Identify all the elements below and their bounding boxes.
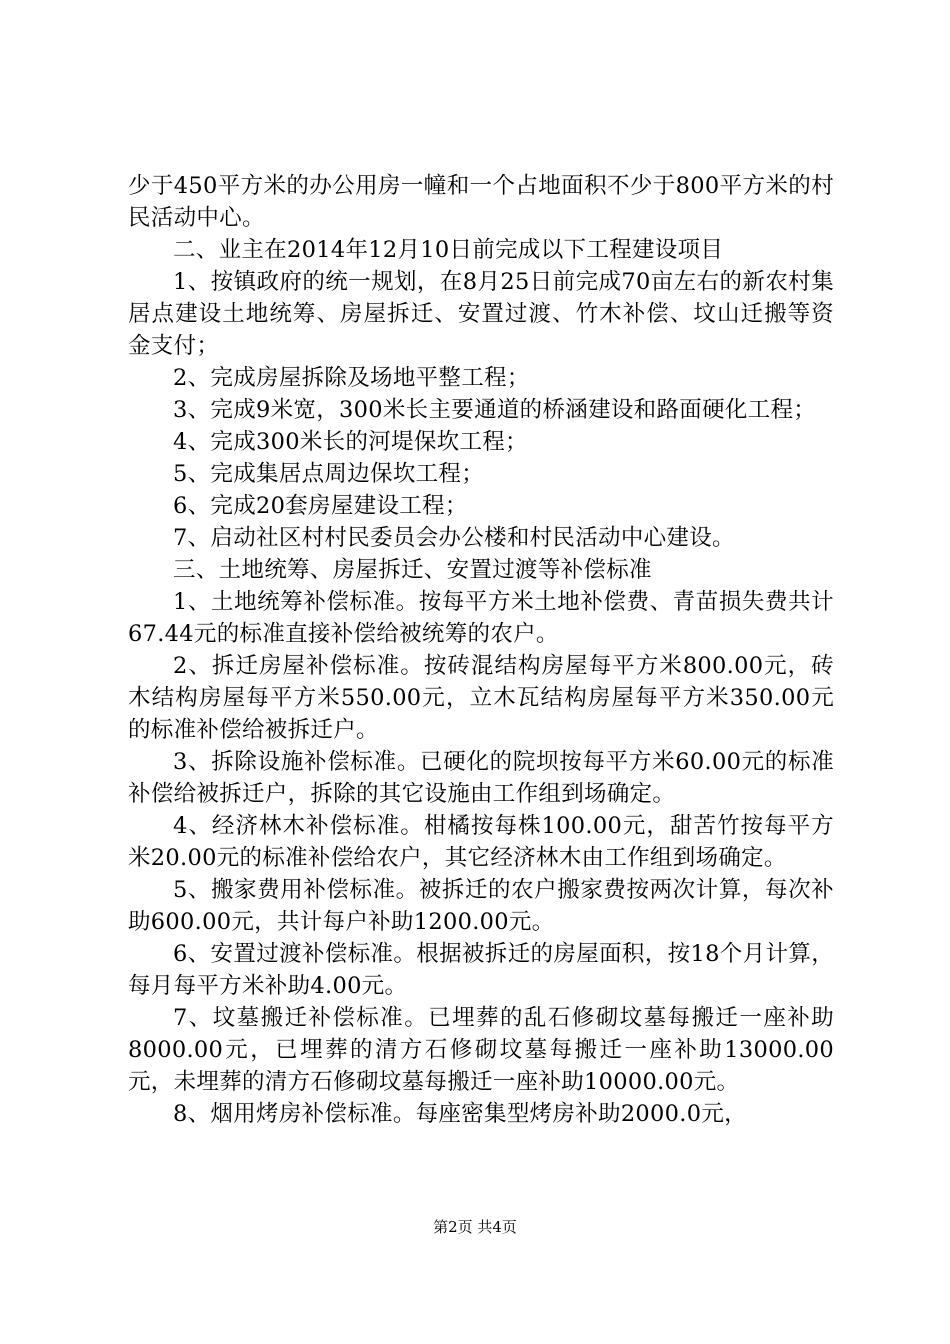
paragraph: 6、安置过渡补偿标准。根据被拆迁的房屋面积，按18个月计算，每月每平方米补助4.00元。 xyxy=(128,941,834,999)
document-body xyxy=(128,170,834,1130)
paragraph: 少于450平方米的办公用房一幢和一个占地面积不少于800平方米的村民活动中心。 xyxy=(128,173,834,231)
paragraph: 4、完成300米长的河堤保坎工程； xyxy=(173,429,528,455)
paragraph: 2、完成房屋拆除及场地平整工程； xyxy=(173,365,530,391)
paragraph: 3、拆除设施补偿标准。已硬化的院坝按每平方米60.00元的标准补偿给被拆迁户，拆除的其它设施由工作组到场确定。 xyxy=(128,749,834,807)
paragraph: 1、土地统筹补偿标准。按每平方米土地补偿费、青苗损失费共计67.44元的标准直接补偿给被统筹的农户。 xyxy=(128,589,834,647)
paragraph: 2、拆迁房屋补偿标准。按砖混结构房屋每平方米800.00元，砖木结构房屋每平方米550.00元，立木瓦结构房屋每平方米350.00元的标准补偿给被拆迁户。 xyxy=(128,653,834,743)
paragraph: 1、按镇政府的统一规划，在8月25日前完成70亩左右的新农村集居点建设土地统筹、房屋拆迁、安置过渡、竹木补偿、坟山迁搬等资金支付； xyxy=(128,269,834,359)
paragraph: 7、启动社区村村民委员会办公楼和村民活动中心建设。 xyxy=(173,525,735,551)
paragraph: 8、烟用烤房补偿标准。每座密集型烤房补助2000.0元， xyxy=(173,1101,747,1127)
page-footer: 第2页 共4页 xyxy=(433,1218,517,1236)
paragraph: 3、完成9米宽，300米长主要通道的桥涵建设和路面硬化工程； xyxy=(173,397,817,423)
paragraph: 4、经济林木补偿标准。柑橘按每株100.00元，甜苦竹按每平方米20.00元的标准补偿给农户，其它经济林木由工作组到场确定。 xyxy=(128,813,834,871)
paragraph: 7、坟墓搬迁补偿标准。已埋葬的乱石修砌坟墓每搬迁一座补助8000.00元，已埋葬的清方石修砌坟墓每搬迁一座补助13000.00元，未埋葬的清方石修砌坟墓每搬迁一座补助10000.00元。 xyxy=(128,1005,834,1095)
paragraph: 5、完成集居点周边保坎工程； xyxy=(173,461,485,487)
paragraph: 三、土地统筹、房屋拆迁、安置过渡等补偿标准 xyxy=(173,557,652,583)
paragraph: 二、业主在2014年12月10日前完成以下工程建设项目 xyxy=(173,237,724,263)
paragraph: 6、完成20套房屋建设工程； xyxy=(173,493,468,519)
paragraph: 5、搬家费用补偿标准。被拆迁的农户搬家费按两次计算，每次补助600.00元，共计每户补助1200.00元。 xyxy=(128,877,834,935)
